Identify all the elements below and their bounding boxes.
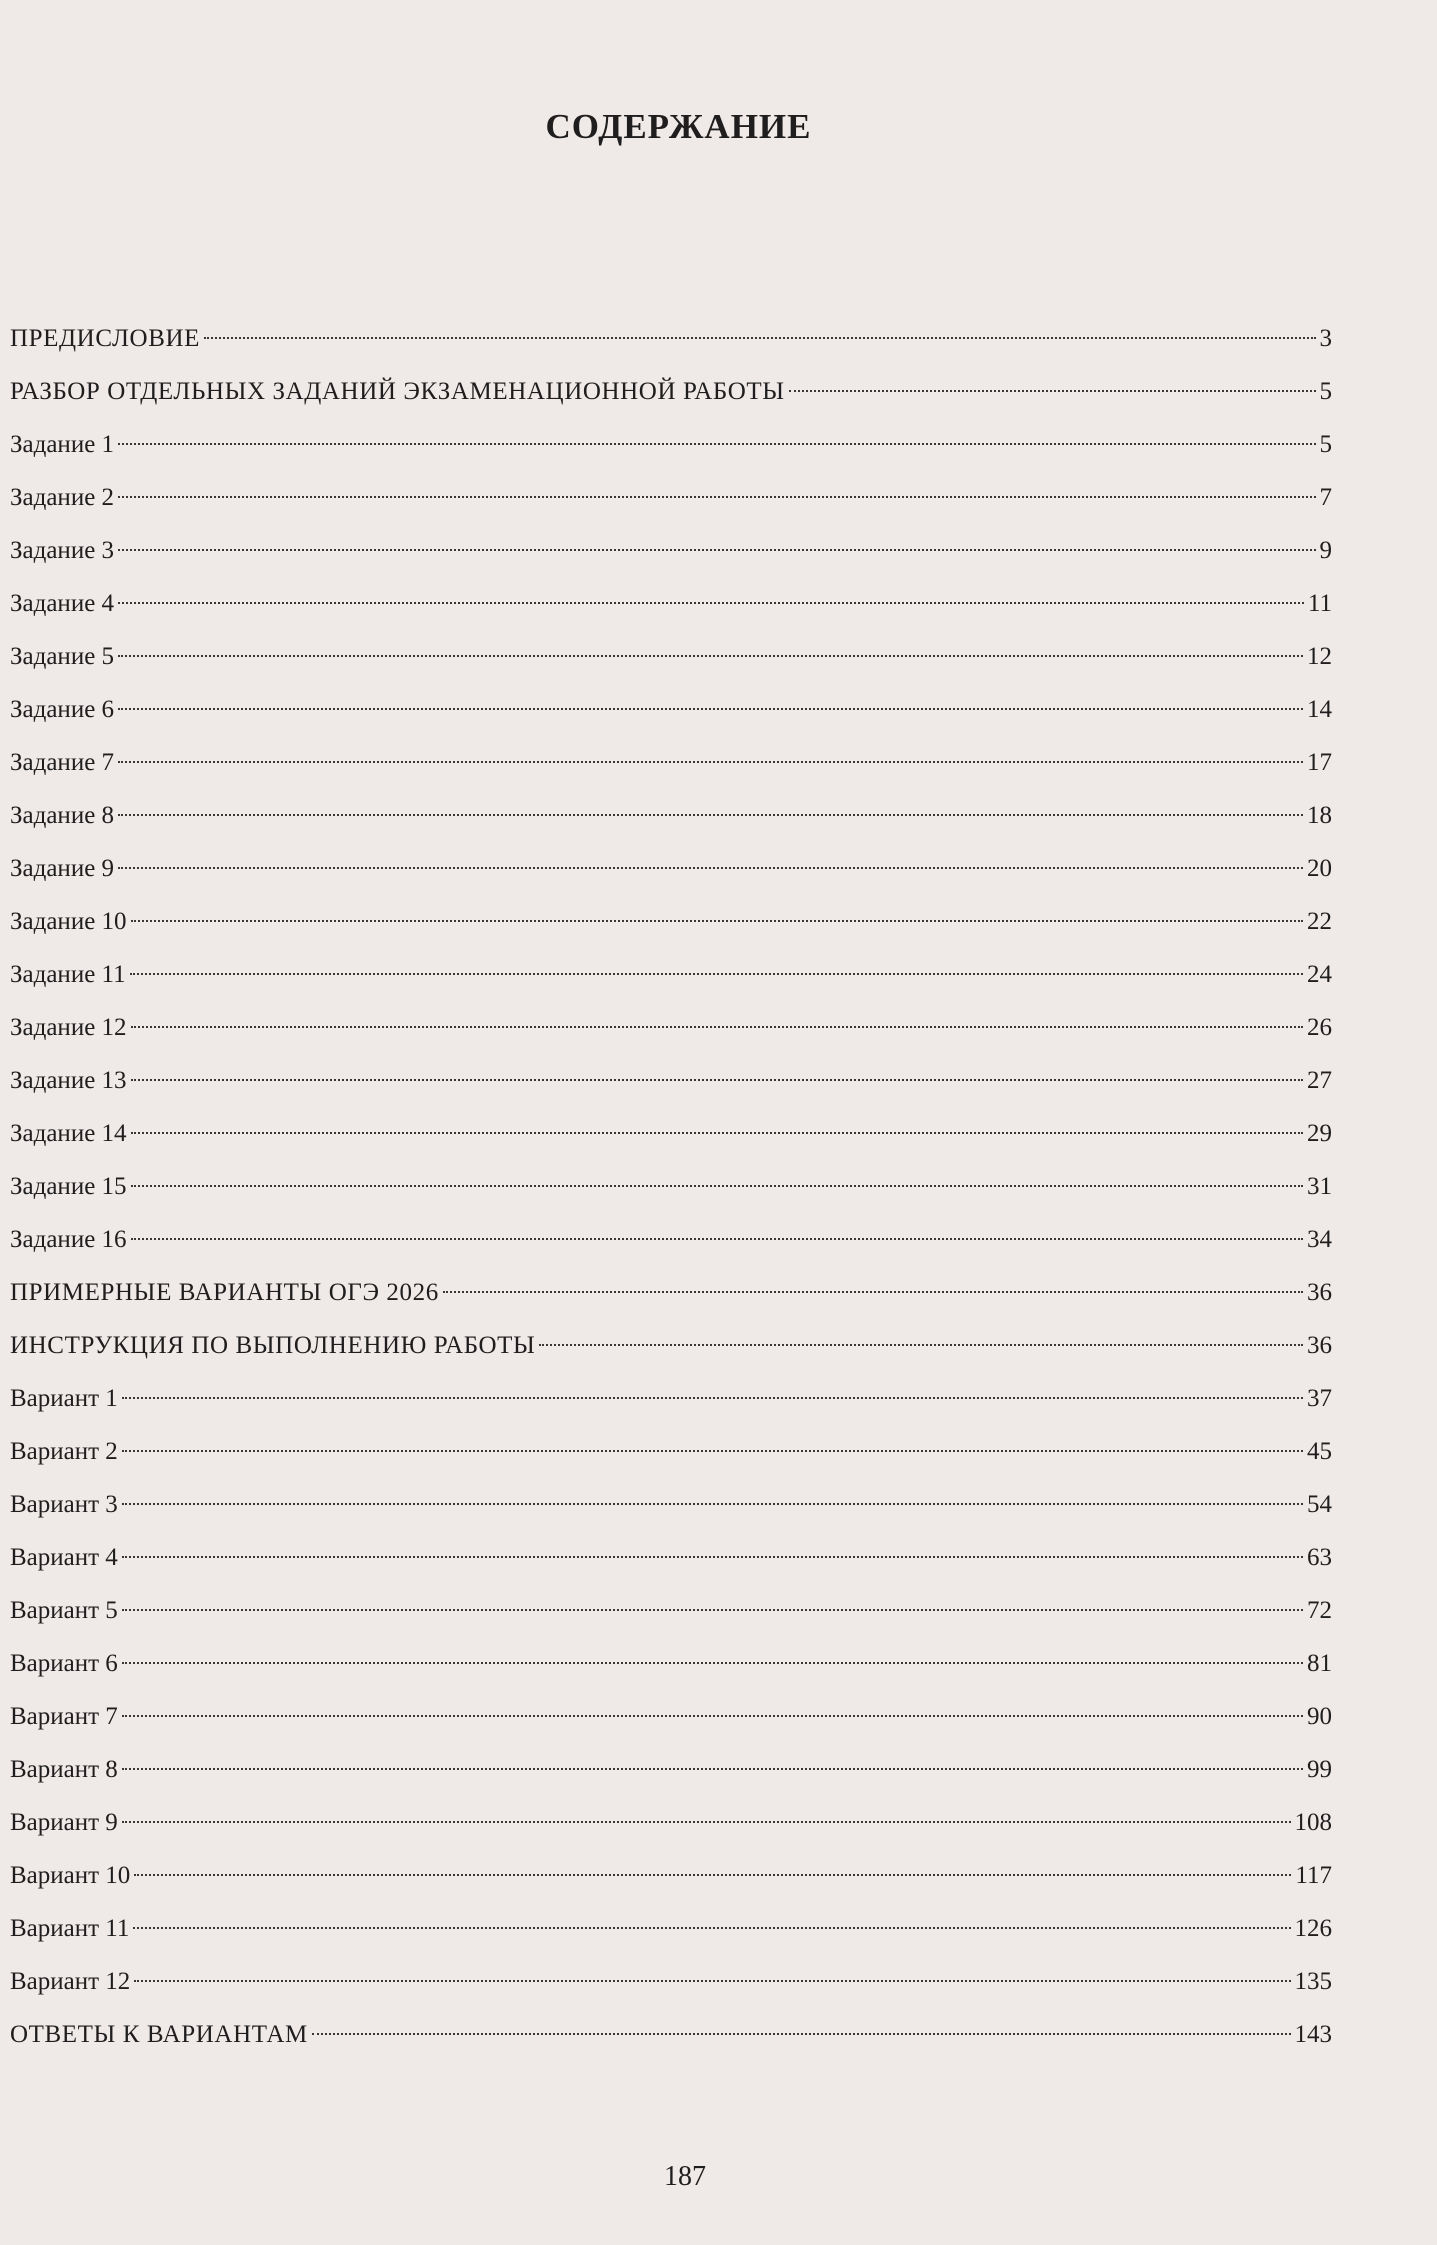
page-number: 187 xyxy=(664,2161,706,2192)
dot-leader xyxy=(118,708,1303,710)
dot-leader xyxy=(118,761,1303,763)
dot-leader xyxy=(134,1980,1290,1982)
toc-entry-page: 7 xyxy=(1319,484,1332,511)
dot-leader xyxy=(118,867,1303,869)
toc-entry xyxy=(10,1955,1332,2008)
toc-entry-page: 54 xyxy=(1307,1491,1332,1518)
toc-entry xyxy=(10,524,1332,577)
dot-leader xyxy=(131,1185,1303,1187)
toc-entry-label: Вариант 4 xyxy=(10,1544,118,1571)
dot-leader xyxy=(122,1662,1303,1664)
toc-entry-label: Задание 3 xyxy=(10,537,115,564)
toc-entry xyxy=(10,312,1332,365)
toc-entry xyxy=(10,365,1332,418)
dot-leader xyxy=(539,1344,1303,1346)
toc-entry-label: Задание 6 xyxy=(10,696,115,723)
page-title: СОДЕРЖАНИЕ xyxy=(545,107,812,146)
toc-entry xyxy=(10,1796,1332,1849)
dot-leader xyxy=(122,1609,1303,1611)
toc-entry-label: Вариант 6 xyxy=(10,1650,118,1677)
toc-entry xyxy=(10,1001,1332,1054)
dot-leader xyxy=(122,1715,1303,1717)
toc-entry-label: Задание 4 xyxy=(10,590,115,617)
toc-entry xyxy=(10,842,1332,895)
toc-entry xyxy=(10,1637,1332,1690)
dot-leader xyxy=(118,602,1304,604)
toc-entry xyxy=(10,1478,1332,1531)
toc-entry-page: 37 xyxy=(1307,1385,1332,1412)
toc-entry-label: Задание 7 xyxy=(10,749,115,776)
toc-entry xyxy=(10,1054,1332,1107)
dot-leader xyxy=(122,1556,1303,1558)
toc-entry-label: Вариант 2 xyxy=(10,1438,118,1465)
toc-entry-label: Задание 9 xyxy=(10,855,115,882)
toc-entry-label: Вариант 12 xyxy=(10,1968,131,1995)
toc-entry xyxy=(10,577,1332,630)
toc-entry-page: 18 xyxy=(1307,802,1332,829)
toc-entry-label: Задание 13 xyxy=(10,1067,127,1094)
toc-entry-label: Задание 15 xyxy=(10,1173,127,1200)
dot-leader xyxy=(131,1238,1303,1240)
dot-leader xyxy=(118,814,1303,816)
toc-entry-page: 143 xyxy=(1294,2021,1332,2048)
toc-entry xyxy=(10,1531,1332,1584)
toc-entry xyxy=(10,1266,1332,1319)
toc-entry-page: 135 xyxy=(1294,1968,1332,1995)
toc-entry-page: 27 xyxy=(1307,1067,1332,1094)
toc-entry xyxy=(10,1425,1332,1478)
toc-entry-page: 14 xyxy=(1307,696,1332,723)
toc-entry xyxy=(10,1319,1332,1372)
toc-entry-label: Вариант 7 xyxy=(10,1703,118,1730)
toc-entry-label: Вариант 11 xyxy=(10,1915,130,1942)
toc-entry-page: 20 xyxy=(1307,855,1332,882)
toc-entry xyxy=(10,1584,1332,1637)
toc-entry-label: Задание 5 xyxy=(10,643,115,670)
toc-entry-page: 3 xyxy=(1319,325,1332,352)
toc-entry-page: 34 xyxy=(1307,1226,1332,1253)
dot-leader xyxy=(131,1026,1303,1028)
toc-entry xyxy=(10,948,1332,1001)
toc-entry-page: 26 xyxy=(1307,1014,1332,1041)
toc-entry xyxy=(10,1160,1332,1213)
toc-entry-page: 108 xyxy=(1294,1809,1332,1836)
dot-leader xyxy=(789,390,1316,392)
dot-leader xyxy=(312,2033,1291,2035)
toc-entry xyxy=(10,683,1332,736)
dot-leader xyxy=(204,337,1316,339)
toc-entry xyxy=(10,1902,1332,1955)
toc-entry-label: Вариант 1 xyxy=(10,1385,118,1412)
dot-leader xyxy=(122,1503,1303,1505)
toc-entry-page: 81 xyxy=(1307,1650,1332,1677)
dot-leader xyxy=(118,443,1315,445)
toc-entry xyxy=(10,1213,1332,1266)
table-of-contents xyxy=(10,312,1332,2061)
dot-leader xyxy=(131,1132,1303,1134)
toc-entry-label: Задание 2 xyxy=(10,484,115,511)
dot-leader xyxy=(131,920,1303,922)
toc-entry xyxy=(10,2008,1332,2061)
toc-entry xyxy=(10,1107,1332,1160)
toc-entry xyxy=(10,471,1332,524)
toc-entry-label: ПРИМЕРНЫЕ ВАРИАНТЫ ОГЭ 2026 xyxy=(10,1279,439,1306)
toc-entry-page: 36 xyxy=(1307,1279,1332,1306)
dot-leader xyxy=(118,655,1303,657)
toc-entry-page: 31 xyxy=(1307,1173,1332,1200)
toc-entry xyxy=(10,1743,1332,1796)
dot-leader xyxy=(122,1397,1303,1399)
toc-entry xyxy=(10,895,1332,948)
toc-entry-label: Вариант 3 xyxy=(10,1491,118,1518)
toc-entry-page: 29 xyxy=(1307,1120,1332,1147)
toc-entry-page: 45 xyxy=(1307,1438,1332,1465)
toc-entry-page: 22 xyxy=(1307,908,1332,935)
dot-leader xyxy=(122,1450,1303,1452)
toc-entry-label: Вариант 5 xyxy=(10,1597,118,1624)
dot-leader xyxy=(133,1927,1290,1929)
toc-entry-page: 63 xyxy=(1307,1544,1332,1571)
toc-entry-label: Задание 14 xyxy=(10,1120,127,1147)
toc-entry xyxy=(10,1849,1332,1902)
toc-entry-page: 36 xyxy=(1307,1332,1332,1359)
toc-entry-label: Задание 8 xyxy=(10,802,115,829)
toc-entry xyxy=(10,1690,1332,1743)
toc-entry-page: 9 xyxy=(1319,537,1332,564)
toc-entry xyxy=(10,1372,1332,1425)
dot-leader xyxy=(131,1079,1303,1081)
toc-entry-page: 126 xyxy=(1294,1915,1332,1942)
toc-entry xyxy=(10,736,1332,789)
dot-leader xyxy=(122,1821,1291,1823)
toc-entry-page: 5 xyxy=(1319,431,1332,458)
toc-entry-label: Задание 11 xyxy=(10,961,126,988)
toc-entry xyxy=(10,789,1332,842)
toc-entry-label: РАЗБОР ОТДЕЛЬНЫХ ЗАДАНИЙ ЭКЗАМЕНАЦИОННОЙ РАБОТЫ xyxy=(10,378,785,405)
toc-entry-label: Задание 16 xyxy=(10,1226,127,1253)
toc-entry-page: 72 xyxy=(1307,1597,1332,1624)
toc-entry-page: 12 xyxy=(1307,643,1332,670)
toc-entry-label: Задание 10 xyxy=(10,908,127,935)
dot-leader xyxy=(122,1768,1303,1770)
dot-leader xyxy=(134,1874,1291,1876)
toc-entry-label: Задание 1 xyxy=(10,431,115,458)
toc-entry-label: Вариант 10 xyxy=(10,1862,131,1889)
toc-entry-label: Задание 12 xyxy=(10,1014,127,1041)
toc-entry-label: ПРЕДИСЛОВИЕ xyxy=(10,325,200,352)
toc-entry-label: ОТВЕТЫ К ВАРИАНТАМ xyxy=(10,2021,308,2048)
toc-entry-page: 11 xyxy=(1307,590,1332,617)
toc-entry-label: ИНСТРУКЦИЯ ПО ВЫПОЛНЕНИЮ РАБОТЫ xyxy=(10,1332,536,1359)
toc-entry-page: 5 xyxy=(1319,378,1332,405)
toc-entry-label: Вариант 9 xyxy=(10,1809,118,1836)
toc-entry-page: 99 xyxy=(1307,1756,1332,1783)
dot-leader xyxy=(130,973,1303,975)
toc-entry-page: 17 xyxy=(1307,749,1332,776)
toc-entry-page: 117 xyxy=(1295,1862,1332,1889)
dot-leader xyxy=(118,496,1315,498)
dot-leader xyxy=(443,1291,1303,1293)
toc-entry-page: 24 xyxy=(1307,961,1332,988)
toc-entry xyxy=(10,418,1332,471)
toc-entry-label: Вариант 8 xyxy=(10,1756,118,1783)
dot-leader xyxy=(118,549,1315,551)
toc-entry-page: 90 xyxy=(1307,1703,1332,1730)
toc-entry xyxy=(10,630,1332,683)
